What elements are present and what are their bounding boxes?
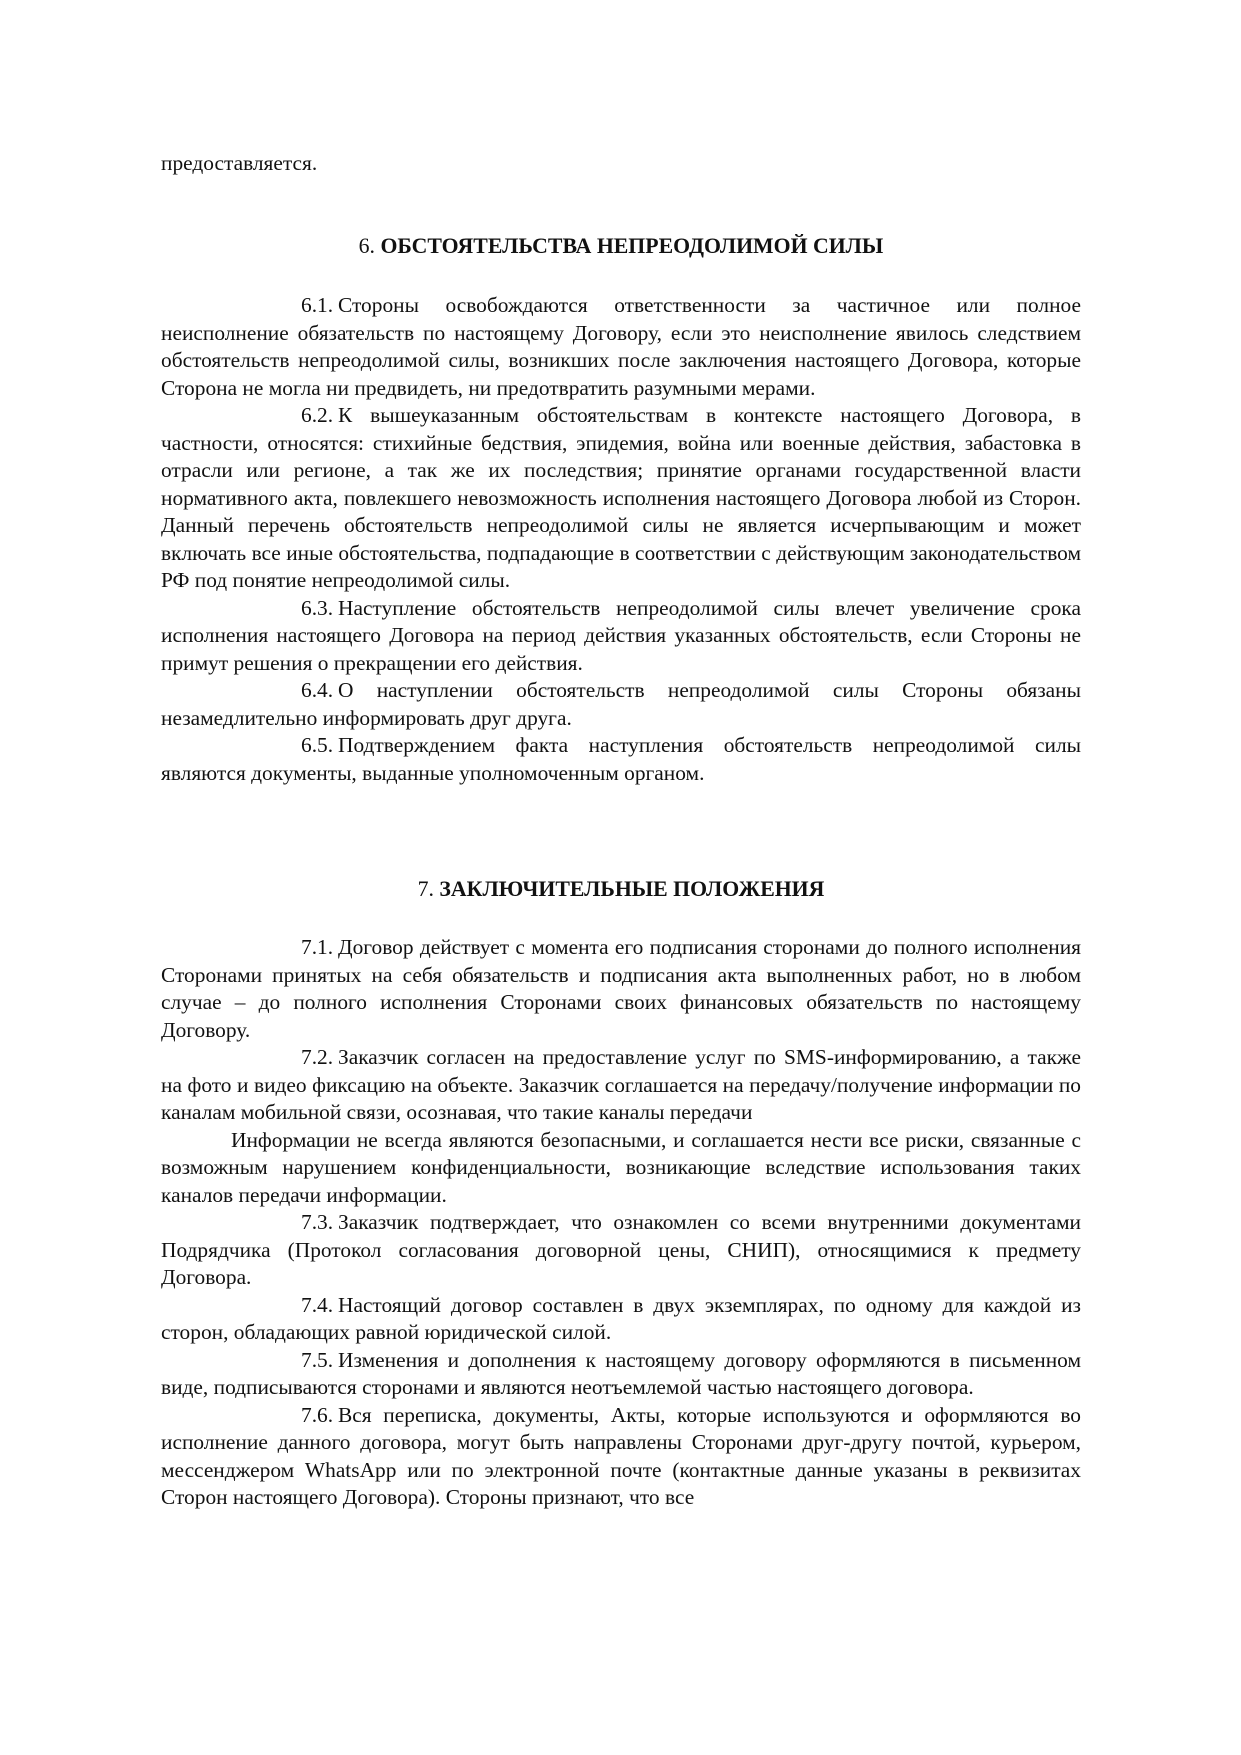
clause-number: 6.4. — [301, 678, 334, 702]
section-6-title: ОБСТОЯТЕЛЬСТВА НЕПРЕОДОЛИМОЙ СИЛЫ — [380, 234, 884, 258]
clause-number: 6.1. — [301, 293, 334, 317]
clause-text: Заказчик согласен на предоставление услуг по SMS-информированию, а также на фото и видео фиксацию на объекте. Заказчик соглашается на передачу/получение информации по каналам мобильной связи, осознавая, что такие каналы передачи — [161, 1045, 1081, 1124]
clause-number: 7.6. — [301, 1402, 334, 1427]
clause-number: 7.2. — [301, 1045, 334, 1069]
clause-text: Наступление обстоятельств непреодолимой силы влечет увеличение срока исполнения настоящего Договора на период действия указанных обстоятельств, если Стороны не примут решения о прекращении его действия. — [161, 595, 1081, 675]
clause-7-4 — [161, 1292, 1081, 1347]
clause-7-1 — [161, 934, 1081, 1044]
clause-7-3 — [161, 1209, 1081, 1292]
clause-number: 7.3. — [301, 1210, 334, 1234]
clause-6-4 — [161, 677, 1081, 732]
clause-6-3 — [161, 595, 1081, 678]
intro-text: предоставляется. — [161, 151, 318, 175]
clause-text: Договор действует с момента его подписания сторонами до полного исполнения Сторонами принятых на себя обязательств и подписания акта выполненных работ, но в любом случае – до полного исполнения Сторонами своих финансовых обязательств по настоящему Договору. — [161, 935, 1081, 1042]
section-7-heading — [161, 876, 1081, 904]
clause-text: Вся переписка, документы, Акты, которые используются и оформляются во исполнение данного договора, могут быть направлены Сторонами друг-другу почтой, курьером, мессенджером WhatsApp или по электронной почте (контактные данные указаны в реквизитах Сторон настоящего Договора). Стороны признают, что все — [161, 1402, 1081, 1509]
clause-text: Стороны освобождаются ответственности за частичное или полное неисполнение обязательств по настоящему Договору, если это неисполнение явилось следствием обстоятельств непреодолимой силы, возникших после заключения настоящего Договора, которые Сторона не могла ни предвидеть, ни предотвратить разумными мерами. — [161, 293, 1081, 400]
section-6-body — [161, 292, 1081, 787]
clause-7-5 — [161, 1347, 1081, 1402]
clause-6-2 — [161, 402, 1081, 595]
clause-number: 7.1. — [301, 935, 334, 959]
clause-number: 7.4. — [301, 1292, 334, 1317]
section-7-number: 7. — [417, 877, 434, 901]
clause-6-1 — [161, 292, 1081, 402]
section-6-heading — [161, 233, 1081, 261]
clause-text: Настоящий договор составлен в двух экземплярах, по одному для каждой из сторон, обладающих равной юридической силой. — [161, 1292, 1081, 1344]
clause-text: О наступлении обстоятельств непреодолимой силы Стороны обязаны незамедлительно информировать друг друга. — [161, 678, 1081, 730]
clause-text: Изменения и дополнения к настоящему договору оформляются в письменном виде, подписываются сторонами и являются неотъемлемой частью настоящего договора. — [161, 1347, 1081, 1399]
clause-text: Заказчик подтверждает, что ознакомлен со всеми внутренними документами Подрядчика (Протокол согласования договорной цены, СНИП), относящимися к предмету Договора. — [161, 1210, 1081, 1289]
section-7-body — [161, 934, 1081, 1512]
clause-7-6 — [161, 1402, 1081, 1512]
clause-7-2-continuation: Информации не всегда являются безопасными, и соглашается нести все риски, связанные с возможным нарушением конфиденциальности, возникающие вследствие использования таких каналов передачи информации. — [161, 1127, 1081, 1207]
section-7-title: ЗАКЛЮЧИТЕЛЬНЫЕ ПОЛОЖЕНИЯ — [439, 877, 825, 901]
clause-7-2 — [161, 1044, 1081, 1127]
clause-number: 7.5. — [301, 1347, 334, 1372]
clause-number: 6.3. — [301, 595, 334, 620]
clause-text: К вышеуказанным обстоятельствам в контексте настоящего Договора, в частности, относятся: стихийные бедствия, эпидемия, война или военные действия, забастовка в отрасли или регионе, а так же их последствия; принятие органами государственной власти нормативного акта, повлекшего невозможность исполнения настоящего Договора любой из Сторон. Данный перечень обстоятельств непреодолимой силы не является исчерпывающим и может включать все иные обстоятельства, подпадающие в соответствии с действующим законодательством РФ под понятие непреодолимой силы. — [161, 403, 1081, 592]
clause-number: 6.2. — [301, 403, 334, 427]
clause-6-5 — [161, 732, 1081, 787]
clause-text: Подтверждением факта наступления обстоятельств непреодолимой силы являются документы, выданные уполномоченным органом. — [161, 733, 1081, 785]
section-6-number: 6. — [358, 234, 376, 258]
clause-number: 6.5. — [301, 733, 334, 757]
